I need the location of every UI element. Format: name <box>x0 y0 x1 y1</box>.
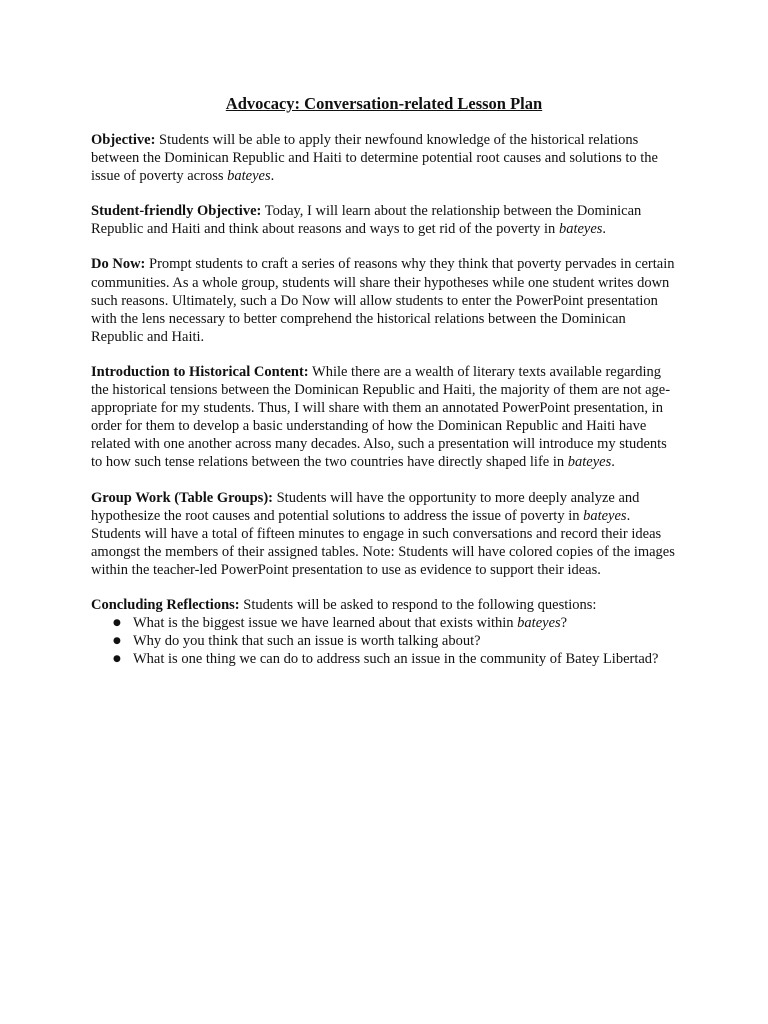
student-friendly-objective-italic: bateyes <box>558 221 603 238</box>
lesson-plan-page <box>91 94 677 668</box>
list-item-text: What is one thing we can do to address such an issue in the community of Batey Libertad? <box>133 651 659 668</box>
objective-label: Objective: <box>91 132 156 148</box>
concluding-reflections-intro <box>91 596 677 614</box>
objective-italic: bateyes <box>227 168 271 185</box>
do-now-paragraph <box>91 255 677 345</box>
intro-historical-content-tail: . <box>611 454 615 471</box>
objective-tail: . <box>270 168 275 185</box>
group-work-text: Students will have the opportunity to more deeply analyze and hypothesize the root causes and potential solutions to address the issue of poverty in <box>91 489 640 524</box>
reflection-questions-list <box>91 614 677 668</box>
bullet-icon: ● <box>113 636 121 647</box>
concluding-reflections-text: Students will be asked to respond to the following questions: <box>239 596 597 613</box>
bullet-icon: ● <box>113 654 121 665</box>
list-item-tail: ? <box>560 615 568 632</box>
intro-historical-content-label: Introduction to Historical Content: <box>91 363 309 380</box>
group-work-tail: . Students will have a total of fifteen minutes to engage in such conversations and record their ideas amongst the members of their assigned tables. Note: Students will have colored copies of the images within the teacher-led PowerPoint presentation to use as evidence to support their ideas. <box>91 507 675 578</box>
list-item <box>113 614 677 632</box>
objective-text: Students will be able to apply their newfound knowledge of the historical relations between the Dominican Republic and Haiti to determine potential root causes and solutions to the issue of poverty across <box>91 132 658 185</box>
list-item-text: What is the biggest issue we have learned about that exists within <box>133 615 518 632</box>
bullet-icon: ● <box>113 618 121 629</box>
group-work-label: Group Work (Table Groups): <box>91 489 273 506</box>
list-item <box>113 650 677 668</box>
do-now-label: Do Now: <box>91 256 146 273</box>
student-friendly-objective-paragraph <box>91 202 677 238</box>
intro-historical-content-italic: bateyes <box>567 454 612 471</box>
list-item-italic: bateyes <box>517 615 561 632</box>
page-title: Advocacy: Conversation-related Lesson Plan <box>225 94 543 113</box>
student-friendly-objective-text: Today, I will learn about the relationship between the Dominican Republic and Haiti and think about reasons and ways to get rid of the poverty in <box>91 203 642 238</box>
objective-paragraph <box>91 131 677 185</box>
concluding-reflections-section <box>91 596 677 668</box>
group-work-paragraph <box>91 489 677 579</box>
intro-historical-content-paragraph <box>91 363 677 472</box>
student-friendly-objective-label: Student-friendly Objective: <box>91 203 262 220</box>
intro-historical-content-text: While there are a wealth of literary texts available regarding the historical tensions between the Dominican Republic and Haiti, the majority of them are not age-appropriate for my students. Thus, I will share with them an annotated PowerPoint presentation, in order for them to develop a basic understanding of how the Dominican Republic and Haiti have related with one another across many decades. Also, such a presentation will introduce my students to how such tense relations between the two countries have directly shaped life in <box>91 363 671 471</box>
list-item <box>113 632 677 650</box>
list-item-text: Why do you think that such an issue is worth talking about? <box>133 633 481 650</box>
group-work-italic: bateyes <box>583 507 627 524</box>
concluding-reflections-label: Concluding Reflections: <box>91 596 240 613</box>
do-now-text: Prompt students to craft a series of reasons why they think that poverty pervades in certain communities. As a whole group, students will share their hypotheses while one student writes down such reasons. Ultimately, such a Do Now will allow students to enter the PowerPoint presentation with the lens necessary to better comprehend the historical relations between the Dominican Republic and Haiti. <box>91 256 675 345</box>
student-friendly-objective-tail: . <box>602 221 607 238</box>
